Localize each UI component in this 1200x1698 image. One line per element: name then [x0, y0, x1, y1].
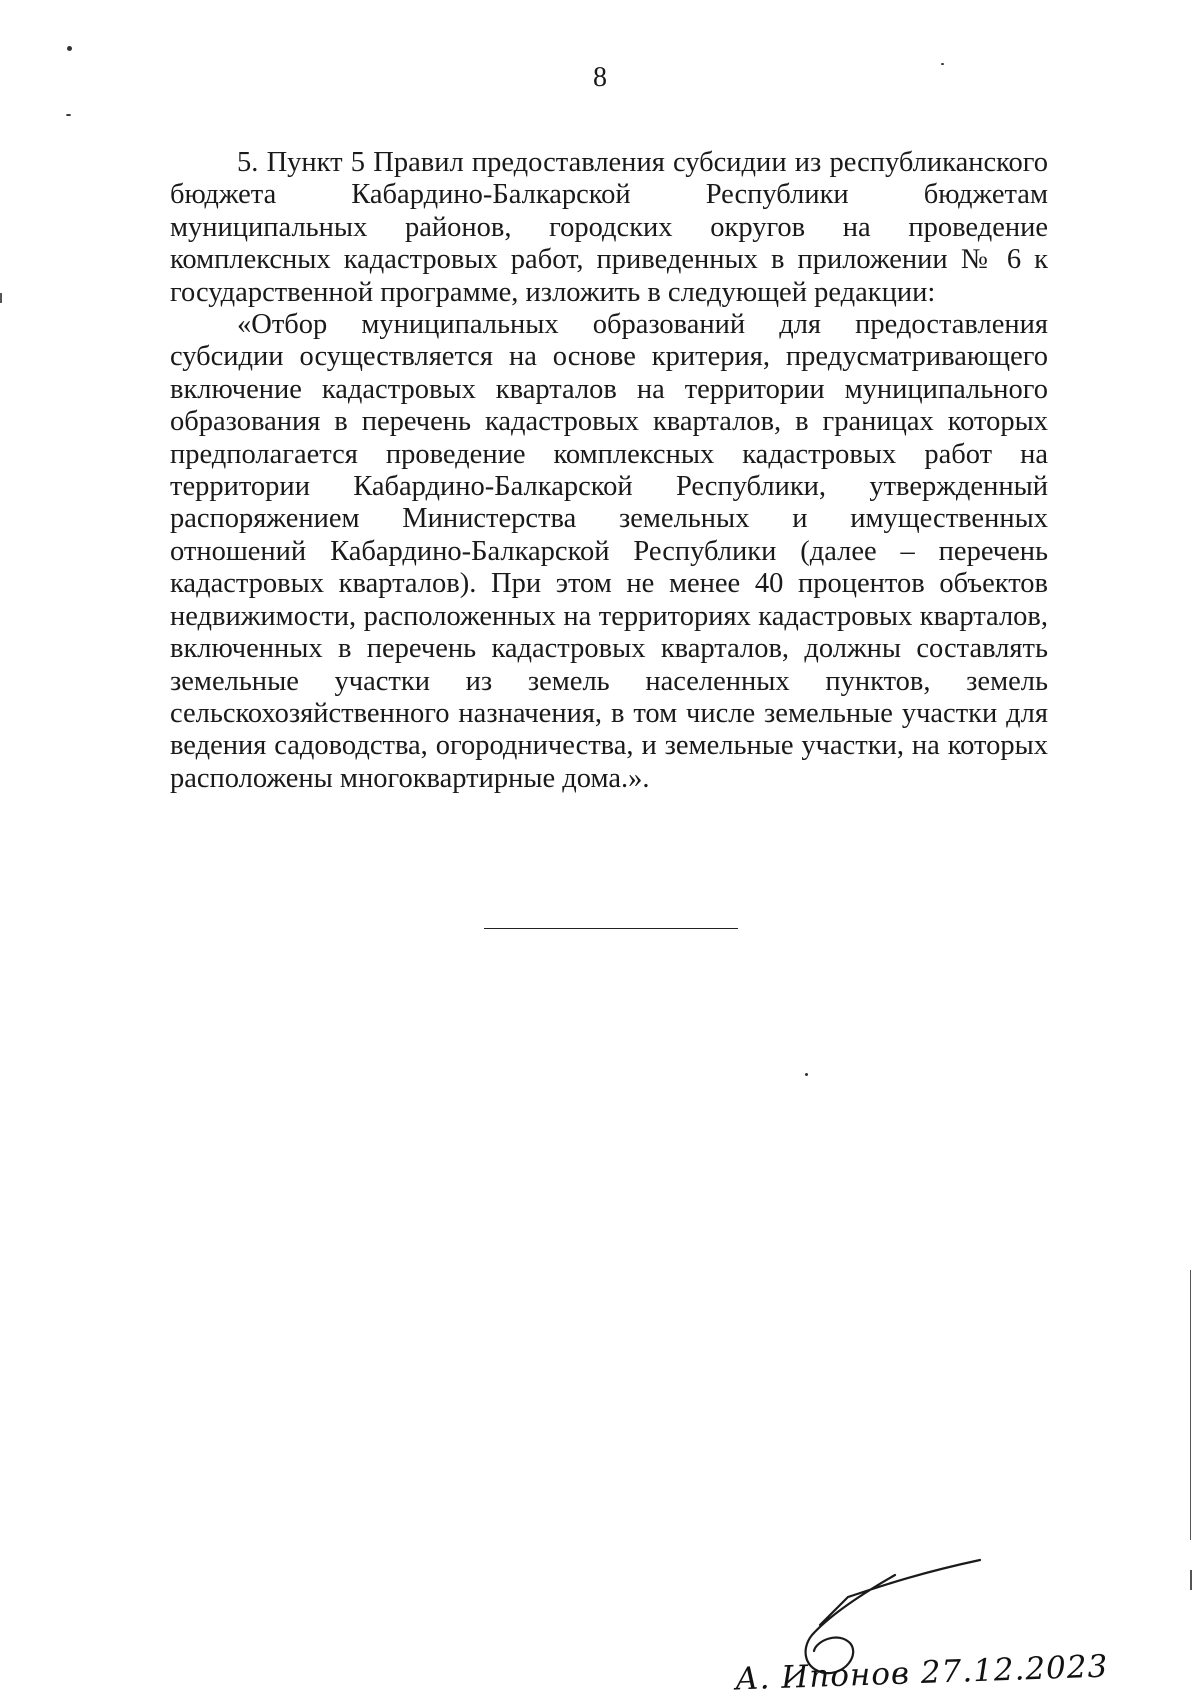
scan-speck — [805, 1073, 808, 1076]
scan-speck — [941, 63, 944, 65]
paragraph-amendment: 5. Пункт 5 Правил предоставления субсидии из республиканского бюджета Кабардино-Балкарской Республики бюджетам муниципальных районов, городских округов на проведение комплексных кадастровых работ, приведенных в приложении № 6 к государственной программе, изложить в следующей редакции: — [170, 147, 1048, 308]
scan-edge-mark — [1190, 1570, 1192, 1590]
scan-speck — [66, 114, 71, 116]
paragraph-quoted-text: «Отбор муниципальных образований для предоставления субсидии осуществляется на основе критерия, предусматривающего включение кадастровых кварталов на территории муниципального образования в перечень кадастровых кварталов, в границах которых предполагается проведение комплексных кадастровых работ на территории Кабардино-Балкарской Республики, утвержденный распоряжением Министерства земельных и имущественных отношений Кабардино-Балкарской Республики (далее – перечень кадастровых кварталов). При этом не менее 40 процентов объектов недвижимости, расположенных на территориях кадастровых кварталов, включенных в перечень кадастровых кварталов, должны составлять земельные участки из земель населенных пунктов, земель сельскохозяйственного назначения, в том числе земельные участки для ведения садоводства, огородничества, и земельные участки, на которых расположены многоквартирные дома.». — [170, 309, 1048, 794]
scan-edge-mark — [1190, 1270, 1191, 1540]
page-number: 8 — [593, 62, 607, 93]
scan-edge-mark — [0, 293, 2, 303]
scan-speck — [67, 46, 72, 51]
document-body — [170, 147, 1048, 795]
signature-name-date: А. Ипонов 27.12.2023 — [734, 1648, 1109, 1698]
end-divider — [484, 928, 738, 929]
